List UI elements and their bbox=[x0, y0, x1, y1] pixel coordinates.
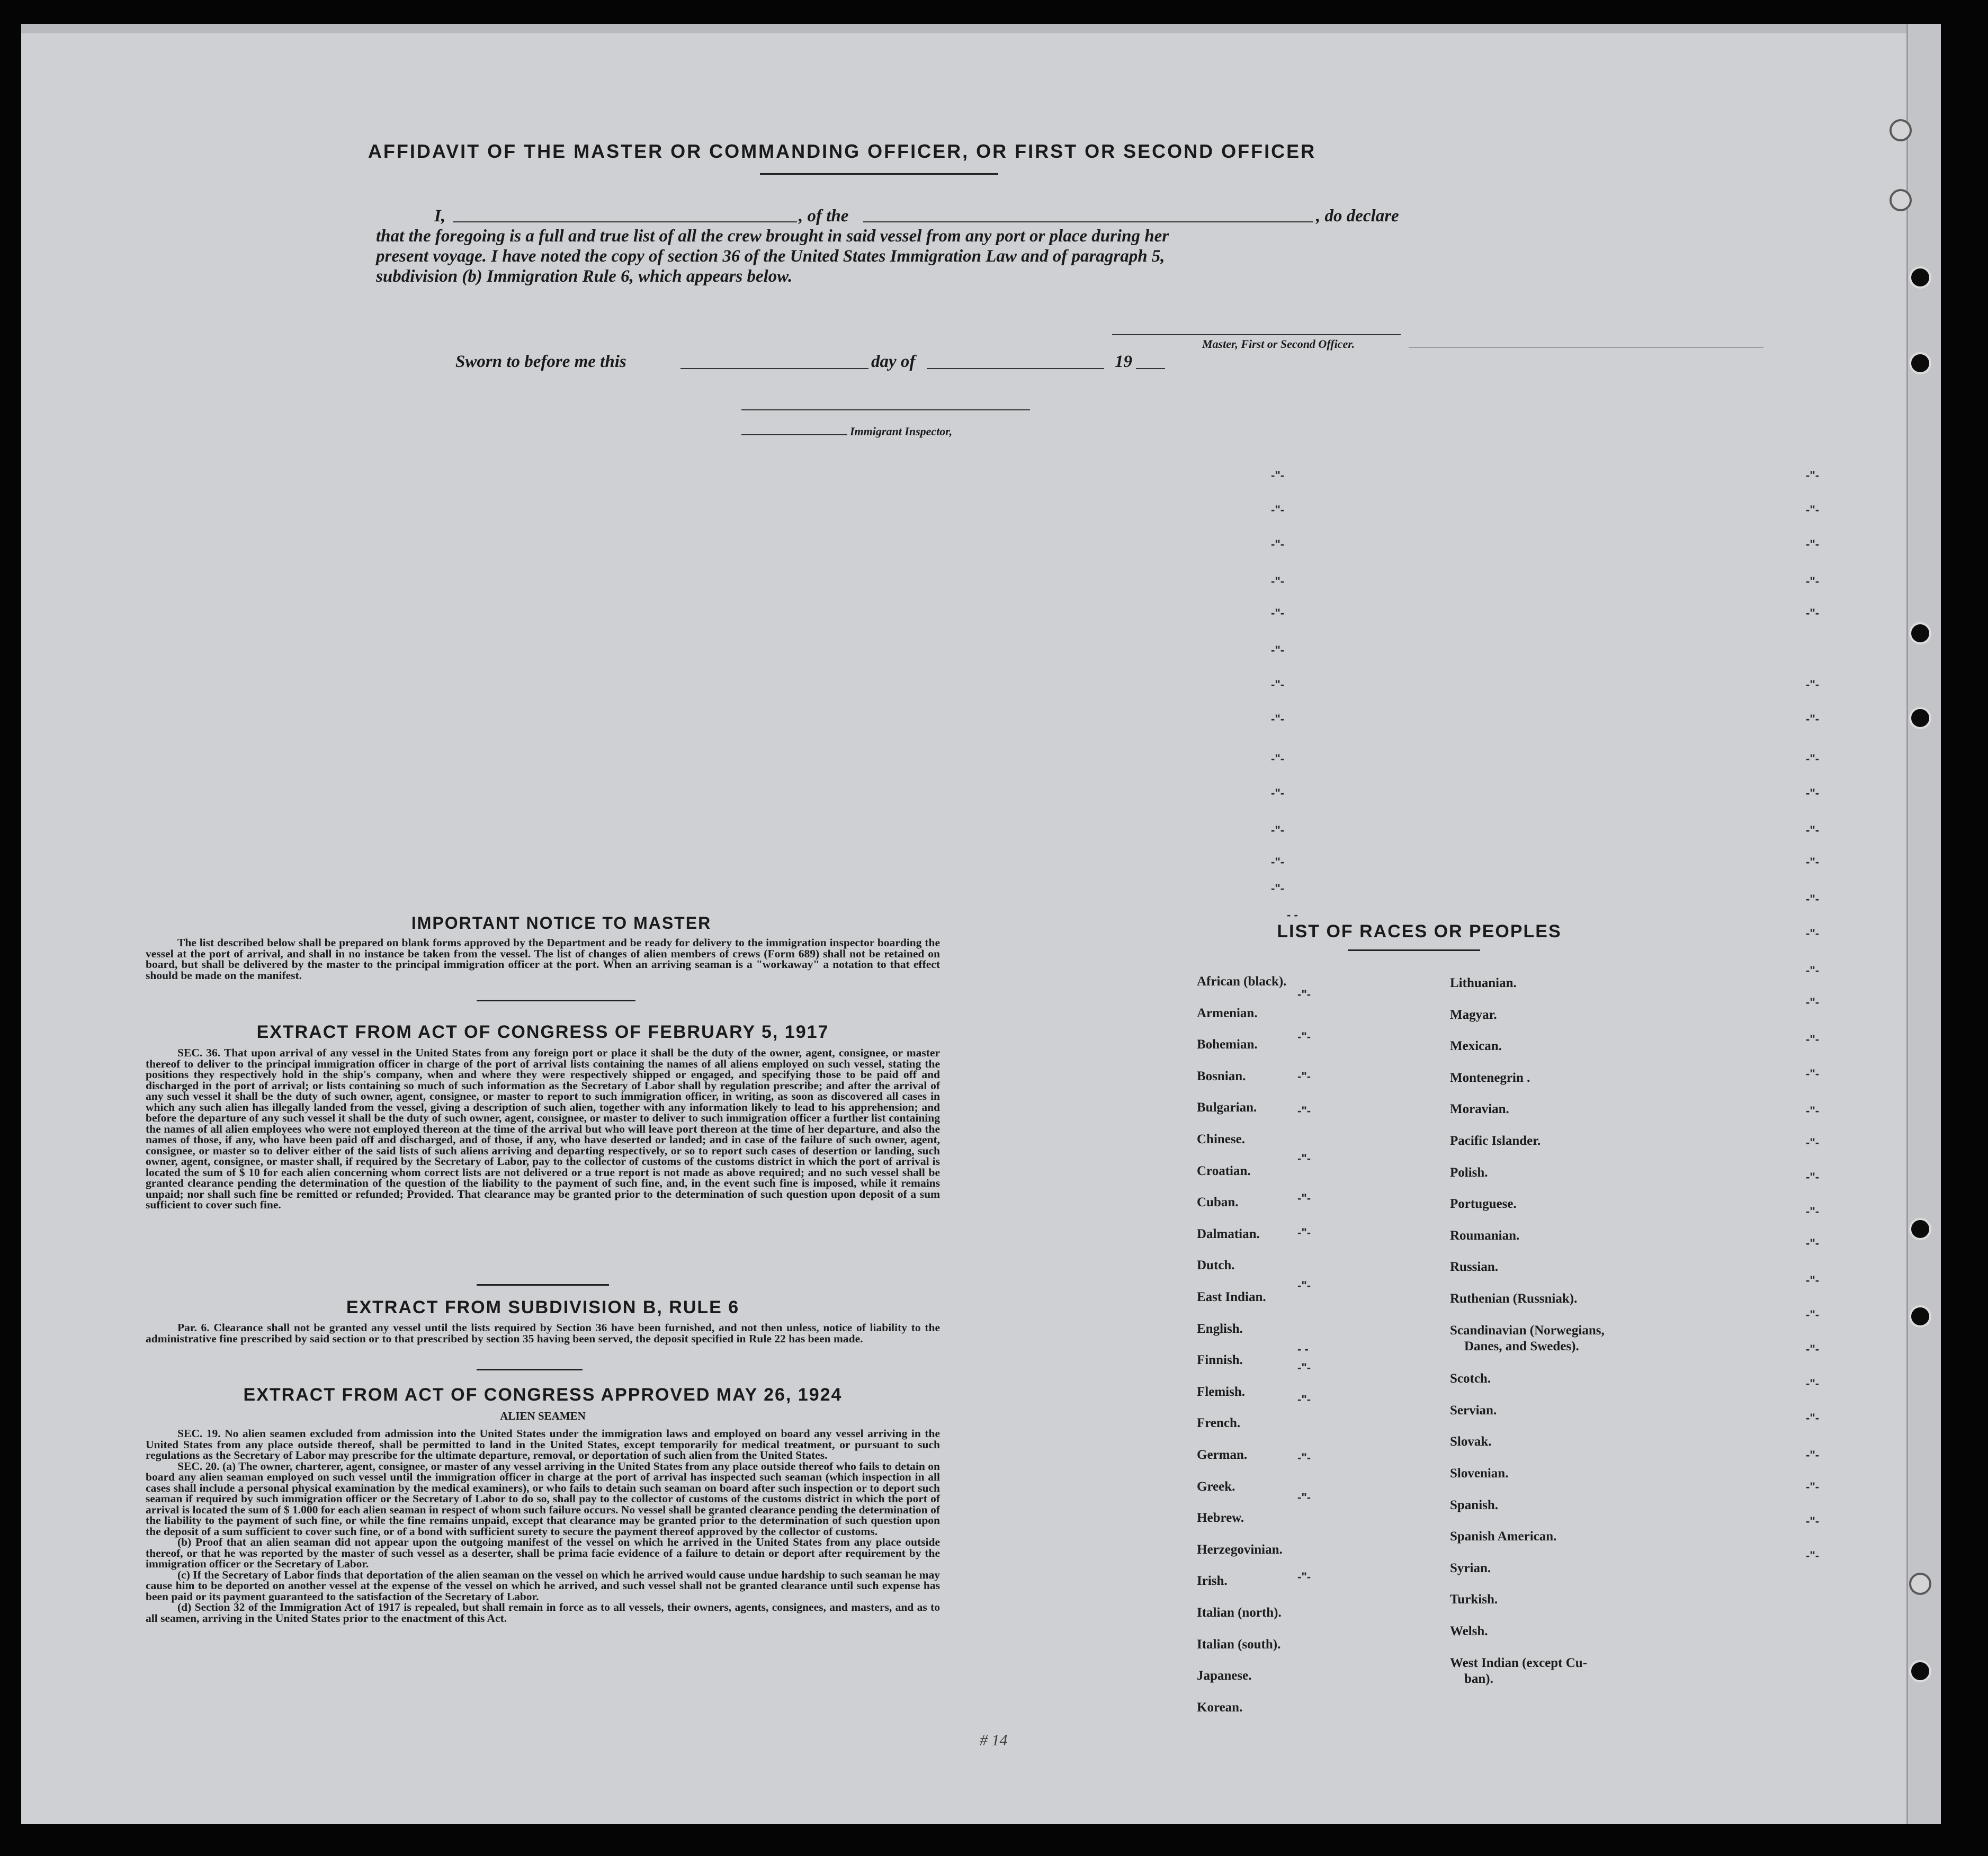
race-item: Croatian. bbox=[1197, 1163, 1251, 1178]
binder-hole bbox=[1909, 707, 1931, 729]
ditto-mark: -"- bbox=[1806, 1411, 1820, 1424]
ditto-mark: -"- bbox=[1806, 1236, 1820, 1250]
binder-hole bbox=[1909, 1660, 1931, 1682]
affidavit-line-3: present voyage. I have noted the copy of section 36 of the United States Immigration Law and of paragraph 5, bbox=[376, 247, 1165, 266]
race-item: West Indian (except Cu- bbox=[1450, 1655, 1588, 1670]
ditto-mark: -"- bbox=[1806, 996, 1820, 1009]
ditto-mark: -"- bbox=[1806, 503, 1820, 516]
ditto-mark: -"- bbox=[1806, 1274, 1820, 1287]
ditto-mark: -"- bbox=[1806, 823, 1820, 837]
race-item: German. bbox=[1197, 1448, 1248, 1462]
race-item: East Indian. bbox=[1197, 1290, 1266, 1304]
ditto-mark: -"- bbox=[1271, 752, 1285, 765]
ditto-mark: -"- bbox=[1297, 1491, 1311, 1504]
dash-mark: - - bbox=[1287, 908, 1298, 921]
race-item: Dalmatian. bbox=[1197, 1226, 1260, 1241]
extract-1924-text bbox=[146, 1428, 940, 1624]
ditto-mark: -"- bbox=[1271, 537, 1285, 551]
ditto-mark: -"- bbox=[1297, 1191, 1311, 1205]
race-item: Dutch. bbox=[1197, 1258, 1235, 1273]
affidavit-of-the: , of the bbox=[799, 207, 849, 226]
race-item: Montenegrin . bbox=[1450, 1070, 1530, 1085]
ditto-mark: -"- bbox=[1806, 469, 1820, 482]
race-item: ban). bbox=[1464, 1671, 1493, 1686]
title-rule bbox=[760, 173, 998, 175]
ditto-mark: -"- bbox=[1806, 712, 1820, 725]
section-rule bbox=[477, 1369, 583, 1370]
vessel-line[interactable] bbox=[863, 221, 1313, 222]
affidavit-line-4: subdivision (b) Immigration Rule 6, which appears below. bbox=[376, 267, 793, 286]
name-line[interactable] bbox=[453, 221, 797, 222]
paragraph-sec20b: (b) Proof that an alien seaman did not appear upon the outgoing manifest of the vessel on which he arrived in the United States from any place outside thereof, or that he was reported by the master of such vessel as a deserter, shall be prima facie evidence of a failure to detain or deport after requirement by the immigration officer or the Secretary of Labor. bbox=[146, 1536, 940, 1570]
race-item: Flemish. bbox=[1197, 1384, 1245, 1399]
ditto-mark: -"- bbox=[1806, 752, 1820, 765]
race-item: French. bbox=[1197, 1416, 1241, 1431]
inspector-line-2 bbox=[741, 434, 847, 435]
ditto-mark: -"- bbox=[1297, 1393, 1311, 1406]
race-item: Polish. bbox=[1450, 1165, 1488, 1180]
extract-1917-text: SEC. 36. That upon arrival of any vessel in the United States from any foreign port or place it shall be the duty of the owner, agent, consignee, or master thereof to deliver to the principal immigration officer in charge of the port of arrival lists containing the names of all aliens employed on such vessel, stating the positions they respectively hold in the ship's company, when and where they were respectively shipped or engaged, and specifying those to be paid off and discharged in the port of arrival; or lists containing so much of such information as the Secretary of Labor shall by regulation prescribe; and after the arrival of any such vessel it shall be the duty of such owner, agent, consignee, or master to report to such immigration officer, in writing, as soon as discovered all cases in which any such alien has illegally landed from the vessel, giving a description of such alien, together with any information likely to lead to his apprehension; and before the departure of any such vessel it shall be the duty of such owner, agent, consignee, or master to deliver to such immigration officer a further list containing the names of all alien employees who were not employed thereon at the time of the arrival but who will leave port thereon at the time of her departure, and also the names of those, if any, who have been paid off and discharged, and of those, if any, who have deserted or landed; and in case of the failure of such owner, agent, consignee, or master so to deliver either of the said lists of such aliens arriving and departing respectively, or so to report such cases of desertion or landing, such owner, agent, consignee, or master shall, if required by the Secretary of Labor, pay to the collector of customs of the customs district in which the port of arrival is located the sum of $ 10 for each alien concerning whom correct lists are not delivered or a true report is not made as above required; and no such vessel shall be granted clearance pending the determination of the question of the liability to the payment of such fine, and, in the event such fine is imposed, while it remains unpaid; nor shall such fine be remitted or refunded; Provided. That clearance may be granted prior to the determination of such question upon deposit of a sum sufficient to cover such fine. bbox=[146, 1046, 940, 1211]
ditto-mark: -"- bbox=[1806, 1067, 1820, 1080]
race-item: Armenian. bbox=[1197, 1006, 1258, 1020]
ditto-mark: -"- bbox=[1271, 786, 1285, 800]
ditto-mark: -"- bbox=[1271, 643, 1285, 657]
ditto-mark: -"- bbox=[1271, 712, 1285, 725]
ditto-mark: -"- bbox=[1806, 1033, 1820, 1046]
race-item: English. bbox=[1197, 1321, 1243, 1336]
race-item: Korean. bbox=[1197, 1700, 1243, 1715]
notice-text: The list described below shall be prepared on blank forms approved by the Department and be ready for delivery to the immigration inspector boarding the vessel at the port of arrival, and shall in no instance be taken from the vessel. The list of changes of alien members of crews (Form 689) shall not be retained on board, but shall be delivered by the master to the principal immigration officer at the port. When an arriving seaman is a "workaway" a notation to that effect should be made on the manifest. bbox=[146, 936, 940, 982]
paragraph-sec20c: (c) If the Secretary of Labor finds that deportation of the alien seaman on the vessel on which he arrived would cause undue hardship to such seaman he may cause him to be deported on another vessel at the expense of the vessel on which he arrived, and such vessel shall not be granted clearance until such expense has been paid or its payment guaranteed to the satisfaction of the Secretary of Labor. bbox=[146, 1568, 940, 1603]
race-item: Magyar. bbox=[1450, 1007, 1497, 1022]
affidavit-title: AFFIDAVIT OF THE MASTER OR COMMANDING OFFICER, OR FIRST OR SECOND OFFICER bbox=[368, 140, 1317, 162]
ditto-mark: -"- bbox=[1806, 1480, 1820, 1493]
ditto-mark: -"- bbox=[1806, 606, 1820, 620]
dash-mark: - - bbox=[1297, 1342, 1309, 1356]
ditto-mark: -"- bbox=[1297, 1030, 1311, 1043]
ditto-mark: -"- bbox=[1271, 855, 1285, 868]
binder-hole bbox=[1909, 622, 1931, 644]
ditto-mark: -"- bbox=[1271, 882, 1285, 895]
section-rule bbox=[477, 1284, 609, 1286]
binder-hole bbox=[1890, 119, 1912, 141]
paragraph-sec20a: SEC. 20. (a) The owner, charterer, agent, consignee, or master of any vessel arriving in the United States from any place outside thereof who fails to detain on board any alien seaman employed on such vessel until the immigration officer in charge at the port of arrival has inspected such seaman (which inspection in all cases shall include a personal physical examination by the medical examiners), or who fails to detain such seaman on board after such inspection or to deport such seaman if required by such immigration officer or the Secretary of Labor to do so, shall pay to the collector of customs of the customs district in which the port of arrival is located the sum of $ 1.000 for each alien seaman in respect of whom such failure occurs. No vessel shall be granted clearance pending the determination of the liability to the payment of such fine, or while the fine remains unpaid, except that clearance may be granted prior to the determination of such question upon the deposit of a sum sufficient to cover such fine, or of a bond with sufficient surety to secure the payment thereof approved by the collector of customs. bbox=[146, 1459, 940, 1538]
ditto-mark: -"- bbox=[1297, 1226, 1311, 1239]
binder-hole bbox=[1909, 1573, 1931, 1595]
ditto-mark: -"- bbox=[1271, 606, 1285, 620]
race-item: Hebrew. bbox=[1197, 1511, 1244, 1526]
race-item: Spanish American. bbox=[1450, 1529, 1557, 1544]
race-item: Russian. bbox=[1450, 1260, 1499, 1275]
race-item: Portuguese. bbox=[1450, 1197, 1517, 1212]
ditto-mark: -"- bbox=[1806, 1377, 1820, 1390]
signature-caption: Master, First or Second Officer. bbox=[1202, 337, 1355, 351]
ditto-mark: -"- bbox=[1806, 927, 1820, 940]
binder-hole bbox=[1909, 266, 1931, 289]
margin-note: # 14 bbox=[980, 1732, 1008, 1749]
race-item: Moravian. bbox=[1450, 1102, 1509, 1117]
race-item: Japanese. bbox=[1197, 1669, 1252, 1683]
ditto-mark: -"- bbox=[1297, 1570, 1311, 1583]
ditto-mark: -"- bbox=[1297, 1104, 1311, 1117]
faint-rule bbox=[1409, 347, 1763, 348]
race-item: African (black). bbox=[1197, 974, 1287, 989]
ditto-mark: -"- bbox=[1806, 1308, 1820, 1321]
extract-rule6-text: Par. 6. Clearance shall not be granted any vessel until the lists required by Section 36 have been furnished, and not then unless, notice of liability to the administrative fine prescribed by said section or to that prescribed by section 35 having been served, the deposit specified in Rule 22 has been made. bbox=[146, 1321, 940, 1345]
paper-right-edge bbox=[1906, 24, 1941, 1824]
manifest-page bbox=[21, 24, 1941, 1824]
ditto-mark: -"- bbox=[1806, 1448, 1820, 1462]
section-rule bbox=[477, 1000, 635, 1001]
inspector-caption: Immigrant Inspector, bbox=[850, 425, 953, 438]
race-item: Welsh. bbox=[1450, 1624, 1488, 1638]
ditto-mark: -"- bbox=[1806, 892, 1820, 905]
ditto-mark: -"- bbox=[1297, 1361, 1311, 1374]
ditto-mark: -"- bbox=[1806, 678, 1820, 691]
race-item: Roumanian. bbox=[1450, 1228, 1520, 1243]
race-item: Bohemian. bbox=[1197, 1037, 1258, 1052]
inspector-line[interactable] bbox=[741, 409, 1030, 410]
ditto-mark: -"- bbox=[1806, 1170, 1820, 1183]
race-item: Syrian. bbox=[1450, 1561, 1491, 1575]
ditto-mark: -"- bbox=[1297, 988, 1311, 1001]
year-label: 19 bbox=[1115, 352, 1132, 371]
ditto-mark: -"- bbox=[1806, 786, 1820, 800]
ditto-mark: -"- bbox=[1297, 1451, 1311, 1464]
race-item: Italian (north). bbox=[1197, 1606, 1282, 1620]
ditto-mark: -"- bbox=[1806, 1136, 1820, 1149]
ditto-mark: -"- bbox=[1806, 964, 1820, 977]
sworn-day-line[interactable] bbox=[680, 368, 868, 369]
race-item: Turkish. bbox=[1450, 1592, 1498, 1607]
affidavit-line-2: that the foregoing is a full and true list of all the crew brought in said vessel from any port or place during her bbox=[376, 227, 1169, 246]
ditto-mark: -"- bbox=[1806, 1514, 1820, 1528]
race-item: Herzegovinian. bbox=[1197, 1542, 1283, 1557]
ditto-mark: -"- bbox=[1297, 1152, 1311, 1165]
sworn-month-line[interactable] bbox=[927, 368, 1104, 369]
binder-hole bbox=[1909, 352, 1931, 374]
notice-title: IMPORTANT NOTICE TO MASTER bbox=[411, 913, 712, 933]
ditto-mark: -"- bbox=[1297, 1279, 1311, 1292]
signature-line[interactable] bbox=[1112, 334, 1401, 335]
race-item: Bulgarian. bbox=[1197, 1100, 1257, 1115]
race-item: Danes, and Swedes). bbox=[1464, 1339, 1579, 1353]
paragraph-sec20d: (d) Section 32 of the Immigration Act of 1917 is repealed, but shall remain in force as to all vessels, their owners, agents, consignees, and masters, and as to all seamen, arriving in the United States prior to the enactment of this Act. bbox=[146, 1601, 940, 1625]
ditto-mark: -"- bbox=[1297, 1070, 1311, 1083]
race-item: Mexican. bbox=[1450, 1039, 1502, 1054]
ditto-mark: -"- bbox=[1806, 1205, 1820, 1218]
race-item: Ruthenian (Russniak). bbox=[1450, 1292, 1578, 1306]
ditto-mark: -"- bbox=[1806, 1104, 1820, 1117]
race-item: Slovak. bbox=[1450, 1434, 1492, 1449]
race-item: Spanish. bbox=[1450, 1498, 1499, 1512]
race-item: Lithuanian. bbox=[1450, 976, 1517, 990]
paper-top-edge bbox=[21, 24, 1941, 33]
ditto-mark: -"- bbox=[1806, 537, 1820, 551]
race-item: Irish. bbox=[1197, 1574, 1228, 1589]
race-item: Chinese. bbox=[1197, 1132, 1245, 1146]
affidavit-declare: , do declare bbox=[1316, 207, 1399, 226]
ditto-mark: -"- bbox=[1271, 823, 1285, 837]
paragraph-sec19: SEC. 19. No alien seamen excluded from admission into the United States under the immigration laws and employed on board any vessel arriving in the United States from any place outside thereof, shall be permitted to land in the United States, except temporarily for medical treatment, or pursuant to such regulations as the Secretary of Labor may prescribe for the ultimate departure, removal, or deportation of such alien from the United States. bbox=[146, 1427, 940, 1462]
extract-1924-subtitle: ALIEN SEAMEN bbox=[500, 1410, 586, 1422]
race-item: Scotch. bbox=[1450, 1371, 1491, 1386]
ditto-mark: -"- bbox=[1806, 575, 1820, 588]
race-item: Bosnian. bbox=[1197, 1069, 1246, 1083]
ditto-mark: -"- bbox=[1806, 1342, 1820, 1356]
ditto-mark: -"- bbox=[1271, 469, 1285, 482]
race-item: Finnish. bbox=[1197, 1353, 1243, 1368]
race-item: Italian (south). bbox=[1197, 1637, 1281, 1652]
extract-1917-title: EXTRACT FROM ACT OF CONGRESS OF FEBRUARY 5, 1917 bbox=[256, 1022, 829, 1042]
ditto-mark: -"- bbox=[1271, 575, 1285, 588]
races-title: LIST OF RACES OR PEOPLES bbox=[1277, 921, 1562, 942]
extract-rule6-title: EXTRACT FROM SUBDIVISION B, RULE 6 bbox=[346, 1297, 740, 1317]
ditto-mark: -"- bbox=[1271, 678, 1285, 691]
binder-hole bbox=[1890, 189, 1912, 211]
day-of-label: day of bbox=[871, 352, 916, 371]
race-item: Greek. bbox=[1197, 1479, 1235, 1494]
sworn-label: Sworn to before me this bbox=[455, 352, 626, 371]
race-item: Slovenian. bbox=[1450, 1466, 1509, 1481]
race-item: Pacific Islander. bbox=[1450, 1134, 1541, 1148]
race-item: Cuban. bbox=[1197, 1195, 1239, 1210]
affidavit-i: I, bbox=[434, 207, 446, 226]
race-item: Scandinavian (Norwegians, bbox=[1450, 1323, 1605, 1338]
races-title-rule bbox=[1348, 949, 1480, 951]
extract-1924-title: EXTRACT FROM ACT OF CONGRESS APPROVED MAY 26, 1924 bbox=[243, 1385, 843, 1405]
ditto-mark: -"- bbox=[1806, 855, 1820, 868]
year-line[interactable] bbox=[1136, 368, 1165, 369]
ditto-mark: -"- bbox=[1271, 503, 1285, 516]
ditto-mark: -"- bbox=[1806, 1549, 1820, 1562]
race-item: Servian. bbox=[1450, 1403, 1497, 1418]
binder-hole bbox=[1909, 1218, 1931, 1240]
binder-hole bbox=[1909, 1305, 1931, 1328]
